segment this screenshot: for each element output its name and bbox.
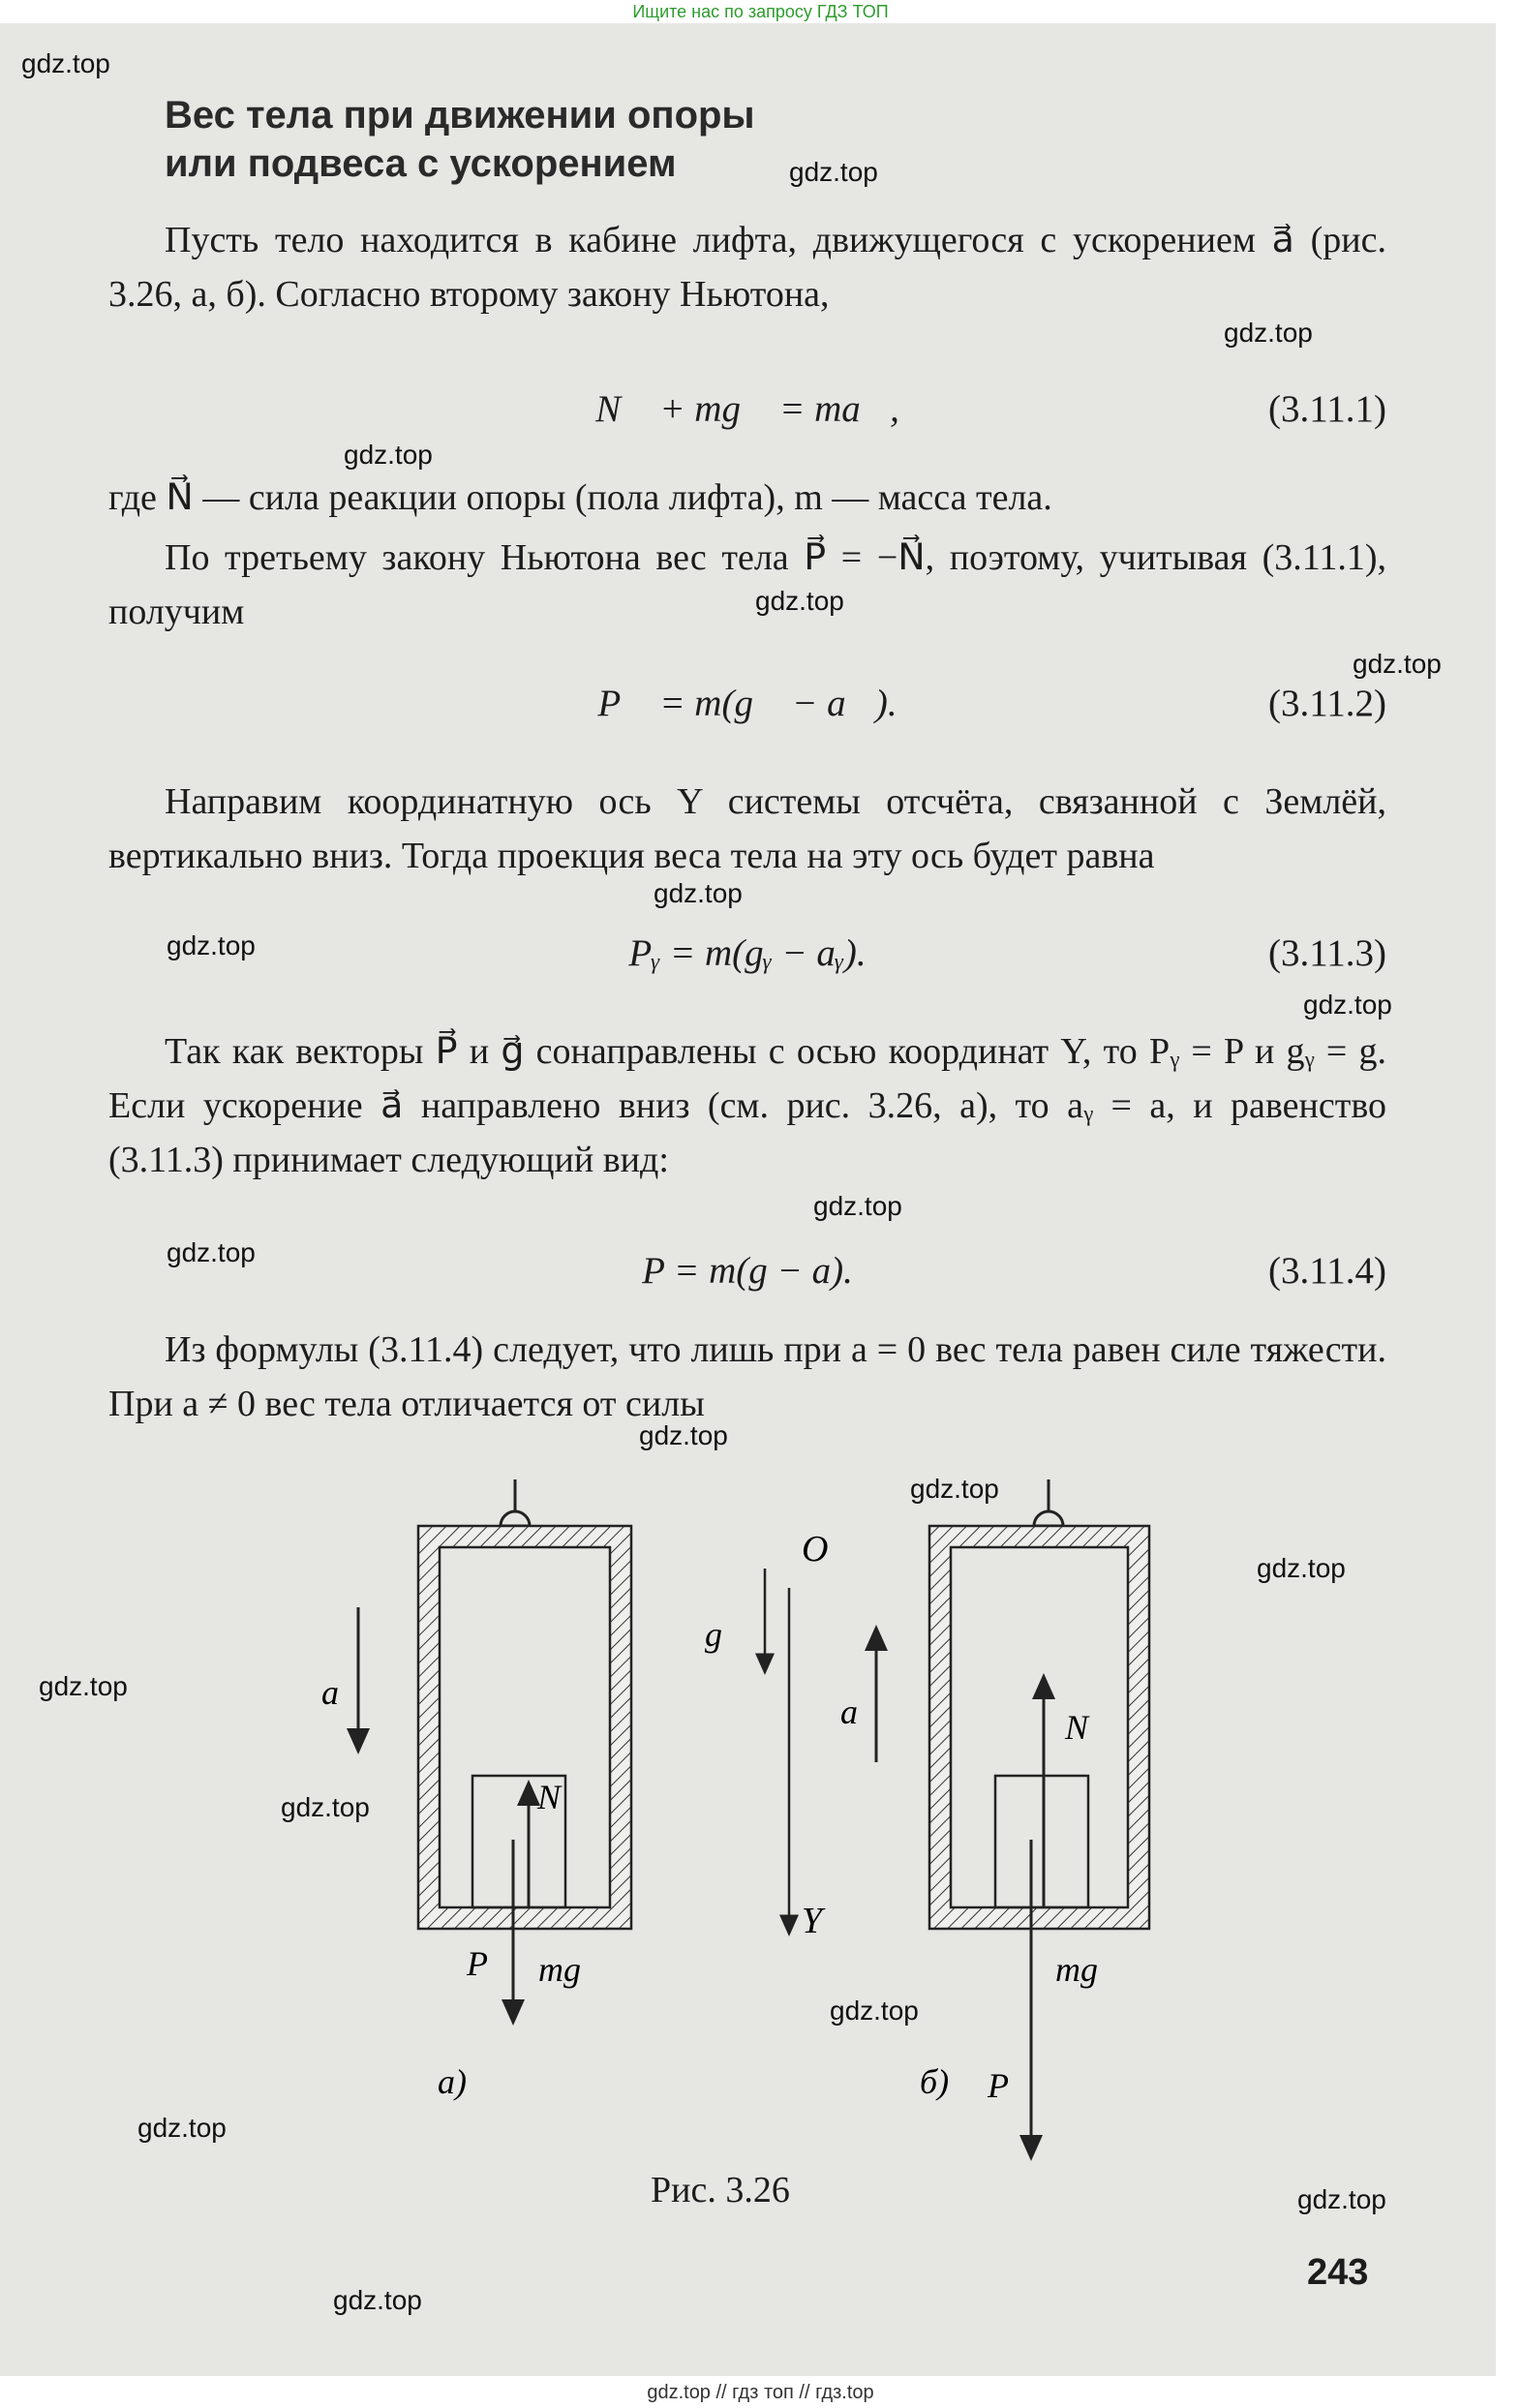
top-banner: Ищите нас по запросу ГДЗ ТОП <box>0 0 1521 23</box>
page-number: 243 <box>1307 2252 1369 2293</box>
watermark: gdz.top <box>167 1237 256 1267</box>
watermark: gdz.top <box>830 1996 919 2026</box>
watermark: gdz.top <box>1224 318 1313 348</box>
elevator-a <box>418 1479 631 1929</box>
formula-number: (3.11.2) <box>1267 683 1386 724</box>
label-mg-vec-a: mg⃗ <box>538 1950 608 1989</box>
paragraph-2: где N⃗ — сила реакции опоры (пола лифта), m — масса тела. <box>108 477 1052 518</box>
watermark: gdz.top <box>813 1191 902 1221</box>
label-Y: Y <box>802 1901 823 1941</box>
watermark: gdz.top <box>1303 990 1392 1020</box>
watermark: gdz.top <box>137 2113 227 2143</box>
paragraph-4: Направим координатную ось Y системы отсчёта, связанной с Землёй, вертикально вниз. Тогда проекция веса тела на эту ось будет равна <box>108 781 1386 876</box>
heading-line-2: или подвеса с ускорением <box>165 142 677 185</box>
watermark: gdz.top <box>344 440 433 470</box>
formula-number: (3.11.3) <box>1267 932 1386 974</box>
heading-line-1: Вес тела при движении опоры <box>165 94 755 137</box>
label-mg-vec-b: mg⃗ <box>1055 1950 1125 1989</box>
watermark: gdz.top <box>789 157 878 187</box>
formula-expression: Pᵧ = m(gᵧ − aᵧ). <box>628 932 867 974</box>
label-N-vec-a: N⃗ <box>537 1778 589 1816</box>
label-a-vec-a: a⃗ <box>321 1673 367 1712</box>
formula-expression: N⃗ + mg⃗ = ma⃗, <box>595 388 899 430</box>
watermark: gdz.top <box>1353 649 1442 679</box>
watermark: gdz.top <box>281 1792 370 1822</box>
watermark: gdz.top <box>1257 1553 1346 1583</box>
paragraph-1: Пусть тело находится в кабине лифта, движущегося с ускорением a⃗ (рис. 3.26, а, б). Согласно второму закону Ньютона, <box>108 220 1386 315</box>
panel-label-b: б) <box>920 2062 950 2101</box>
body-b <box>995 1776 1088 1907</box>
watermark: gdz.top <box>654 878 743 908</box>
formula-expression: P⃗ = m(g⃗ − a⃗). <box>597 683 897 724</box>
watermark: gdz.top <box>639 1420 728 1450</box>
formula-number: (3.11.1) <box>1267 388 1386 430</box>
label-O: O <box>802 1529 829 1570</box>
figure-caption: Рис. 3.26 <box>651 2170 790 2210</box>
watermark: gdz.top <box>1297 2184 1386 2214</box>
formula-number: (3.11.4) <box>1267 1250 1386 1292</box>
label-N-vec-b: N⃗ <box>1065 1708 1116 1747</box>
paragraph-3: По третьему закону Ньютона вес тела P⃗ = −N⃗, поэтому, учитывая (3.11.1), получим <box>108 537 1386 632</box>
watermark: gdz.top <box>21 48 110 78</box>
panel-label-a: а) <box>438 2062 467 2101</box>
watermark: gdz.top <box>755 586 844 616</box>
formula-expression: P = m(g − a). <box>642 1250 853 1292</box>
label-g-vec: g⃗ <box>705 1615 750 1654</box>
elevator-b <box>929 1479 1149 1929</box>
watermark: gdz.top <box>333 2285 422 2315</box>
paragraph-6: Из формулы (3.11.4) следует, что лишь при a = 0 вес тела равен силе тяжести. При a ≠ 0 вес тела отличается от силы <box>108 1329 1386 1424</box>
label-P-vec-b: P⃗ <box>988 2066 1036 2105</box>
label-a-vec-b: a⃗ <box>840 1692 886 1731</box>
bottom-banner: gdz.top // гдз топ // гдз.top <box>0 2378 1521 2408</box>
watermark: gdz.top <box>39 1671 128 1701</box>
label-P-vec-a: P⃗ <box>467 1944 515 1983</box>
watermark: gdz.top <box>167 930 256 960</box>
watermark: gdz.top <box>910 1474 999 1504</box>
paragraph-5: Так как векторы P⃗ и g⃗ сонаправлены с осью координат Y, то Pᵧ = P и gᵧ = g. Если ускорение a⃗ направлено вниз (см. рис. 3.26, а), то aᵧ = a, и равенство (3.11.3) принимает следующий вид: <box>108 1031 1386 1180</box>
